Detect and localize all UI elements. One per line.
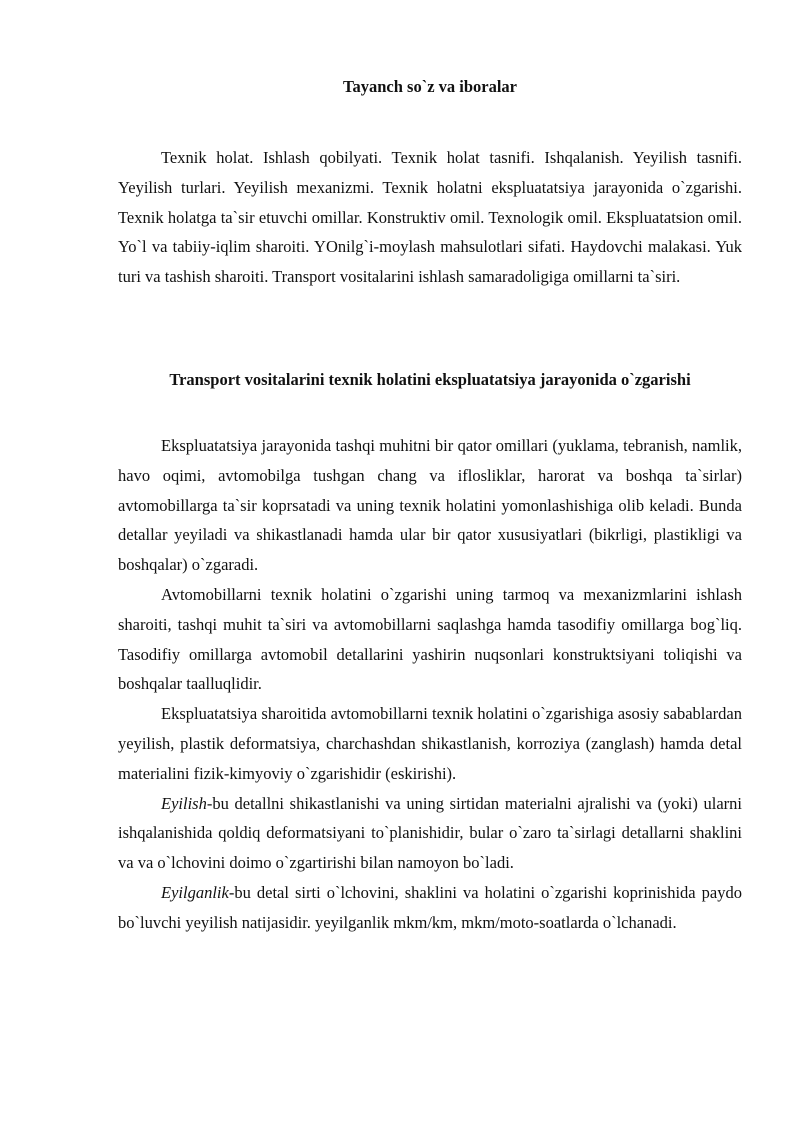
keywords-heading: Tayanch so`z va iboralar — [342, 77, 518, 96]
keywords-paragraph: Texnik holat. Ishlash qobilyati. Texnik holat tasnifi. Ishqalanish. Yeyilish tasnifi. Yeyilish turlari. Yeyilish mexanizmi. Texnik holatni ekspluatatsiya jarayonida o`zgarishi. Texnik holatga ta`sir etuvchi omillar. Konstruktiv omil. Texnologik omil. Ekspluatatsion omil. Yo`l va tabiiy-iqlim sharoiti. YOnilg`i-moylash mahsulotlari sifati. Haydovchi malakasi. Yuk turi va tashish sharoiti. Transport vositalarini ishlash samaradoligiga omillarni ta`siri. — [118, 148, 742, 287]
paragraph-1: Ekspluatatsiya jarayonida tashqi muhitni bir qator omillari (yuklama, tebranish, namlik, havo oqimi, avtomobilga tushgan chang va iflosliklar, harorat va boshqa ta`sirlar) avtomobillarga ta`sir koprsatadi va uning texnik holatini yomonlashishiga olib keladi. Bunda detallar yeyiladi va shikastlanadi hamda ular bir qator xususiyatlari (bikrligi, plastikligi va boshqalar) o`zgaradi. — [118, 436, 742, 575]
paragraph-4-text: -bu detallni shikastlanishi va uning sirtidan materialni ajralishi va (yoki) ularni ishqalanishida qoldiq deformatsiyani to`planishidir, bular o`zaro ta`sirlagi detallarni shaklini va va o`lchovini doimo o`zgartirishi bilan namoyon bo`ladi. — [118, 793, 742, 873]
paragraph-5-text: -bu detal sirti o`lchovini, shaklini va holatini o`zgarishi koprinishida paydo bo`luvchi yeyilish natijasidir. yeyilganlik mkm/km, mkm/moto-soatlarda o`lchanadi. — [118, 882, 742, 932]
term-eyilganlik: Eyilganlik — [161, 882, 229, 902]
paragraph-3: Ekspluatatsiya sharoitida avtomobillarni texnik holatini o`zgarishiga asosiy sabablardan yeyilish, plastik deformatsiya, charchashdan shikastlanish, korroziya (zanglash) hamda detal materialini fizik-kimyoviy o`zgarishidir (eskirishi). — [118, 704, 742, 783]
section-body — [118, 431, 742, 938]
paragraph-2: Avtomobillarni texnik holatini o`zgarishi uning tarmoq va mexanizmlarini ishlash sharoiti, tashqi muhit ta`siri va avtomobillarni saqlashga hamda tasodifiy omillarga bog`liq. Tasodifiy omillarga avtomobil detallarini yashirin nuqsonlari konstruktsiyani toliqishi va boshqalar taalluqlidir. — [118, 584, 742, 694]
term-eyilish: Eyilish — [161, 793, 207, 813]
paragraph-4 — [118, 789, 742, 878]
paragraph-5 — [118, 878, 742, 938]
section-heading: Transport vositalarini texnik holatini ekspluatatsiya jarayonida o`zgarishi — [169, 370, 691, 389]
